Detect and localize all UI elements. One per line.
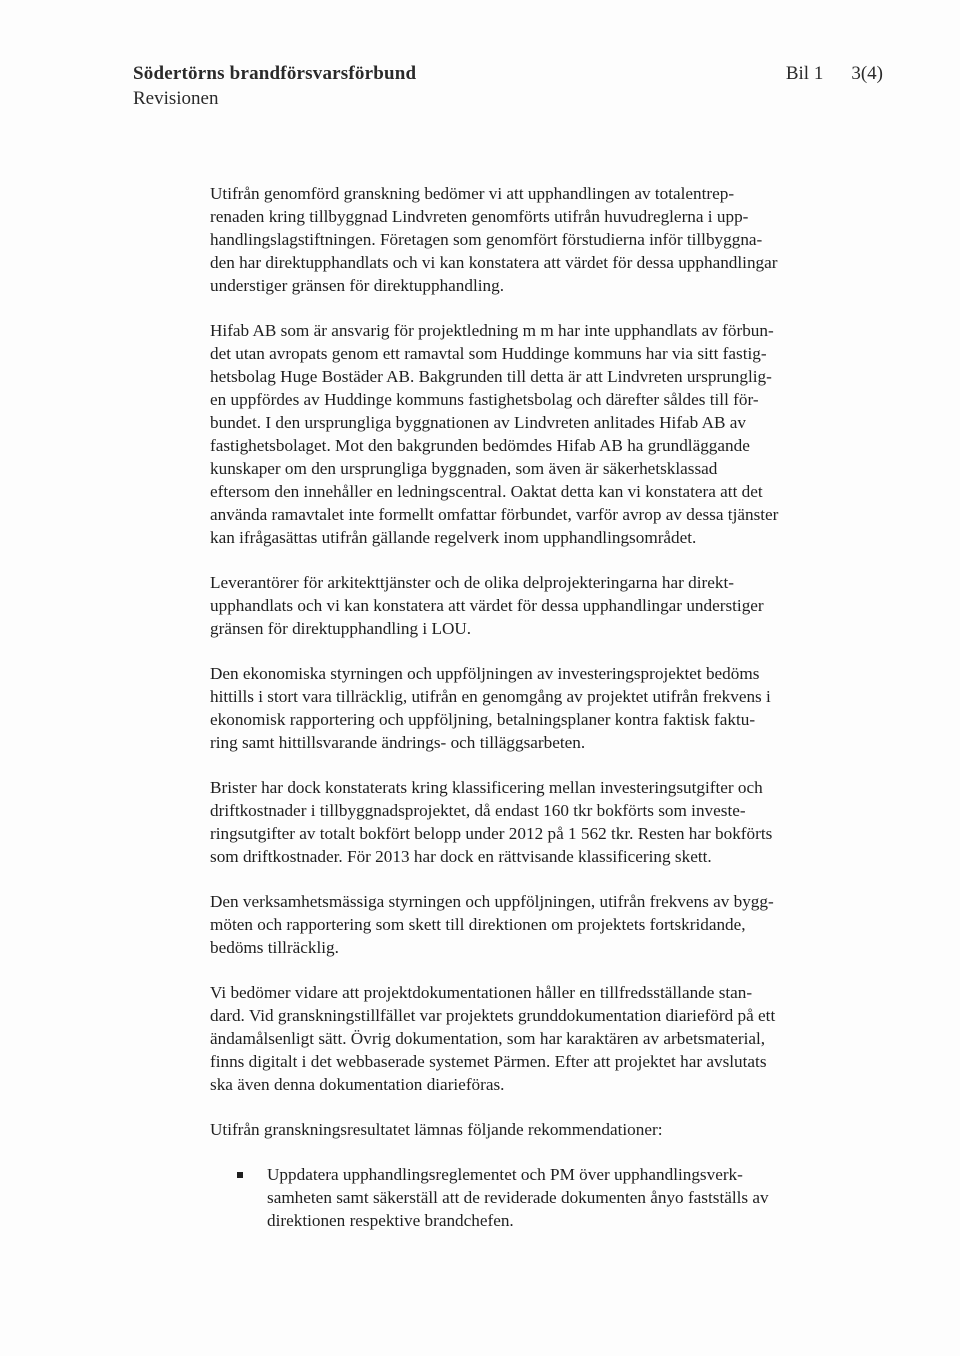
text-line: dard. Vid granskningstillfället var projektets grunddokumentation diarieförd på ett (210, 1006, 776, 1025)
text-line: bundet. I den ursprungliga byggnationen av Lindvreten anlitades Hifab AB av (210, 413, 747, 432)
paragraph (210, 319, 850, 549)
text-line: handlingslagstiftningen. Företagen som genomfört förstudierna inför tillbyggna- (210, 230, 763, 249)
text-line: samheten samt säkerställ att de reviderade dokumenten ånyo fastställs av (267, 1188, 769, 1207)
organization-name: Södertörns brandförsvarsförbund (133, 63, 417, 84)
recommendation-list (210, 1163, 850, 1232)
text-line: kan ifrågasättas utifrån gällande regelverk inom upphandlingsområdet. (210, 528, 697, 547)
paragraph (210, 890, 850, 959)
text-line: Brister har dock konstaterats kring klassificering mellan investeringsutgifter och (210, 778, 763, 797)
text-line: ekonomisk rapportering och uppföljning, betalningsplaner kontra faktisk faktu- (210, 710, 756, 729)
text-line: bedöms tillräcklig. (210, 938, 339, 957)
text-line: Utifrån granskningsresultatet lämnas följande rekommendationer: (210, 1120, 663, 1139)
text-line: hetsbolag Huge Bostäder AB. Bakgrunden till detta är att Lindvreten ursprunglig- (210, 367, 772, 386)
text-line: finns digitalt i det webbaserade systemet Pärmen. Efter att projektet har avslutats (210, 1052, 767, 1071)
list-item (210, 1163, 850, 1232)
text-line: kunskaper om den ursprungliga byggnaden, som även är säkerhetsklassad (210, 459, 718, 478)
document-subtitle: Revisionen (133, 88, 219, 109)
paragraph (210, 981, 850, 1096)
paragraph (210, 1118, 850, 1141)
text-line: Hifab AB som är ansvarig för projektledning m m har inte upphandlats av förbun- (210, 321, 774, 340)
paragraph (210, 662, 850, 754)
bullet-square-icon (237, 1172, 243, 1178)
text-line: driftkostnader i tillbyggnadsprojektet, då endast 160 tkr bokförts som investe- (210, 801, 746, 820)
text-line: ska även denna dokumentation diarieföras. (210, 1075, 505, 1094)
text-line: Vi bedömer vidare att projektdokumentationen håller en tillfredsställande stan- (210, 983, 753, 1002)
text-line: gränsen för direktupphandling i LOU. (210, 619, 472, 638)
text-line: den har direktupphandlats och vi kan konstatera att värdet för dessa upphandlingar (210, 253, 778, 272)
paragraph (210, 182, 850, 297)
page-number: 3(4) (851, 63, 883, 84)
text-line: ringsutgifter av totalt bokfört belopp under 2012 på 1 562 tkr. Resten har bokförts (210, 824, 773, 843)
text-line: fastighetsbolaget. Mot den bakgrunden bedömdes Hifab AB ha grundläggande (210, 436, 750, 455)
attachment-label: Bil 1 (785, 63, 824, 84)
text-line: eftersom den innehåller en ledningscentral. Oaktat detta kan vi konstatera att det (210, 482, 763, 501)
text-line: ändamålsenligt sätt. Övrig dokumentation, som har karaktären av arbetsmaterial, (210, 1029, 766, 1048)
text-line: renaden kring tillbyggnad Lindvreten genomförts utifrån huvudreglerna i upp- (210, 207, 749, 226)
text-line: Den ekonomiska styrningen och uppföljningen av investeringsprojektet bedöms (210, 664, 760, 683)
text-line: Uppdatera upphandlingsreglementet och PM över upphandlingsverk- (267, 1165, 743, 1184)
text-line: möten och rapportering som skett till direktionen om projektets fortskridande, (210, 915, 746, 934)
text-line: understiger gränsen för direktupphandling. (210, 276, 505, 295)
text-line: en uppfördes av Huddinge kommuns fastighetsbolag och därefter såldes till för- (210, 390, 759, 409)
paragraph (210, 776, 850, 868)
page-header (133, 62, 883, 111)
text-line: det utan avropats genom ett ramavtal som Huddinge kommuns har via sitt fastig- (210, 344, 767, 363)
document-body (210, 182, 850, 1232)
text-line: använda ramavtalet inte formellt omfattar förbundet, varför avrop av dessa tjänster (210, 505, 779, 524)
text-line: upphandlats och vi kan konstatera att värdet för dessa upphandlingar understiger (210, 596, 764, 615)
page-reference (786, 62, 883, 86)
text-line: Den verksamhetsmässiga styrningen och uppföljningen, utifrån frekvens av bygg- (210, 892, 774, 911)
text-line: Utifrån genomförd granskning bedömer vi att upphandlingen av totalentrep- (210, 184, 735, 203)
text-line: direktionen respektive brandchefen. (267, 1211, 514, 1230)
text-line: Leverantörer för arkitekttjänster och de olika delprojekteringarna har direkt- (210, 573, 734, 592)
paragraph (210, 571, 850, 640)
text-line: ring samt hittillsvarande ändrings- och tilläggsarbeten. (210, 733, 586, 752)
text-line: hittills i stort vara tillräcklig, utifrån en genomgång av projektet utifrån frekvens i (210, 687, 771, 706)
text-line: som driftkostnader. För 2013 har dock en rättvisande klassificering skett. (210, 847, 712, 866)
